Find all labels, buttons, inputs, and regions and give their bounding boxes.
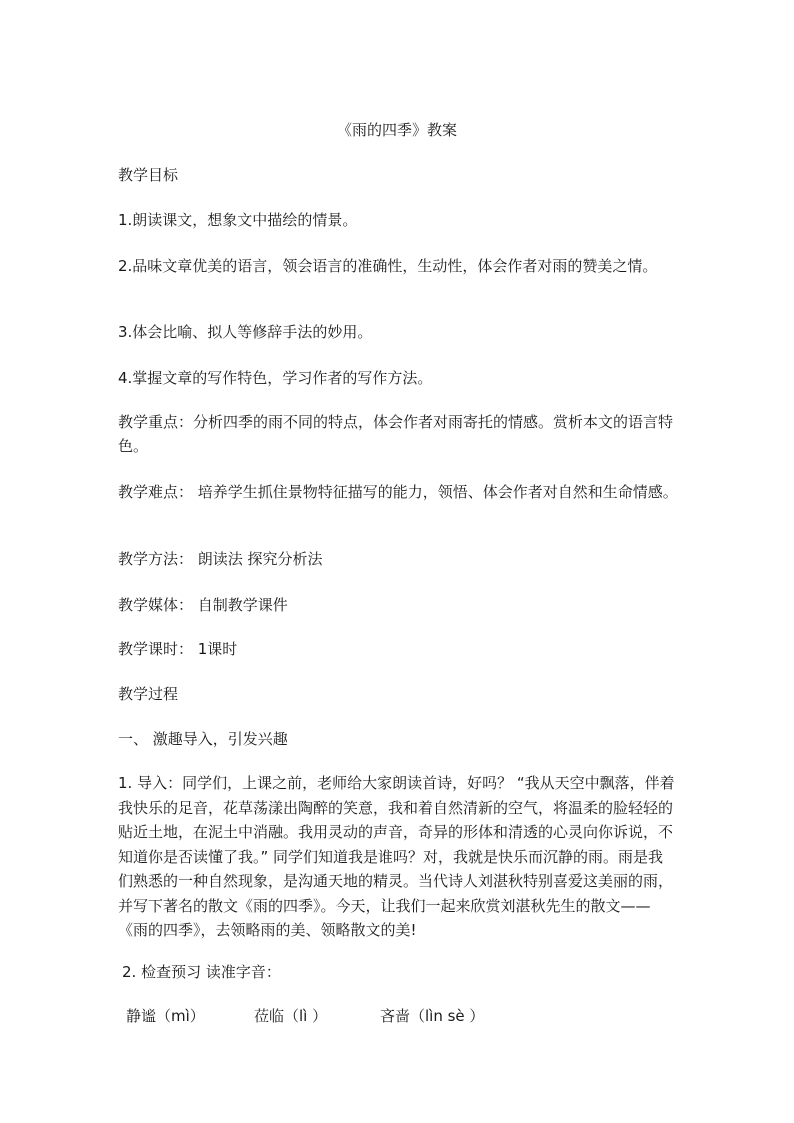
- section-one-heading: 一、 激趣导入，引发兴趣: [118, 730, 288, 748]
- introduction-paragraph: 1. 导入：同学们，上课之前，老师给大家朗读首诗，好吗？ “我从天空中飘落，伴着我快乐的足音，花草荡漾出陶醉的笑意，我和着自然清新的空气，将温柔的脸轻轻的贴近土地，在泥土中消融。我用灵动的声音，奇异的形体和清透的心灵向你诉说，不知道你是否读懂了我。” 同学们知道我是谁吗？对，我就是快乐而沉静的雨。雨是我们熟悉的一种自然现象，是沟通天地的精灵。当代诗人刘湛秋特别喜爱这美丽的雨，并写下著名的散文《雨的四季》。今天，让我们一起来欣赏刘湛秋先生的散文——《雨的四季》，去领略雨的美、领略散文的美!: [118, 774, 675, 939]
- objective-4: 4.掌握文章的写作特色，学习作者的写作方法。: [118, 369, 433, 387]
- teaching-key-points: 教学重点：分析四季的雨不同的特点，体会作者对雨寄托的情感。赏析本文的语言特色。: [118, 413, 674, 455]
- objective-1: 1.朗读课文，想象文中描绘的情景。: [118, 211, 358, 229]
- pinyin-item: 吝啬（lìn sè ）: [380, 1007, 485, 1025]
- objective-2: 2.品味文章优美的语言，领会语言的准确性，生动性，体会作者对雨的赞美之情。: [118, 257, 658, 275]
- pinyin-row: [126, 1004, 484, 1028]
- objective-3: 3.体会比喻、拟人等修辞手法的妙用。: [118, 323, 373, 341]
- heading-teaching-objectives: 教学目标: [118, 166, 179, 184]
- document-title: 《雨的四季》教案: [336, 121, 457, 139]
- teaching-methods: 教学方法： 朗读法 探究分析法: [118, 550, 323, 568]
- teaching-difficulties: 教学难点： 培养学生抓住景物特征描写的能力，领悟、体会作者对自然和生命情感。: [118, 483, 678, 501]
- teaching-hours: 教学课时： 1课时: [118, 640, 238, 658]
- preview-check-heading: 2. 检查预习 读准字音：: [122, 963, 281, 981]
- heading-teaching-process: 教学过程: [118, 685, 179, 703]
- pinyin-item: 静谧（mì）: [126, 1007, 205, 1025]
- teaching-media: 教学媒体： 自制教学课件: [118, 596, 288, 614]
- pinyin-item: 莅临（lì ）: [254, 1007, 328, 1025]
